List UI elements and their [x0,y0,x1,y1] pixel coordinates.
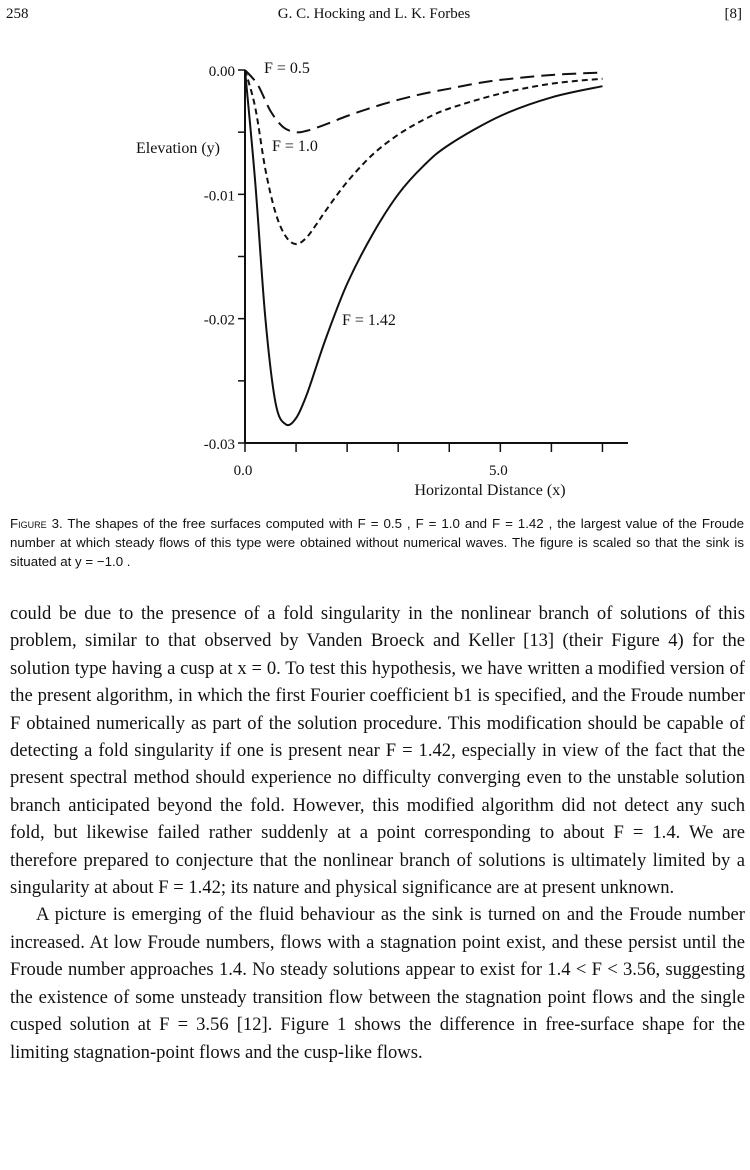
paragraph-1: could be due to the presence of a fold singularity in the nonlinear branch of solutions of this problem, similar to that observed by Vanden Broeck and Keller [13] (their Figure 4) for the solution type having a cusp at x = 0. To test this hypothesis, we have written a modified version of the present algorithm, in which the first Fourier coefficient b1 is specified, and the Froude number F obtained numerically as part of the solution procedure. This modification should be capable of detecting a fold singularity if one is present near F = 1.42, especially in view of the fact that the present spectral method should experience no difficulty converging even to the unstable solution branch anticipated beyond the fold. However, this modified algorithm did not detect any such fold, but likewise failed rather suddenly at a point corresponding to about F = 1.4. We are therefore prepared to conjecture that the nonlinear branch of solutions is ultimately limited by a singularity at about F = 1.42; its nature and physical significance are at present unknown. [10,603,745,899]
annotation-f-0-5: F = 0.5 [264,60,310,77]
chart-axes [238,70,628,452]
section-number: [8] [724,6,742,22]
body-text [10,600,745,1066]
page-number: 258 [6,6,29,22]
paragraph-2: A picture is emerging of the fluid behaviour as the sink is turned on and the Froude number increased. At low Froude numbers, flows with a stagnation point exist, and these persist until the Froude number approaches 1.4. No steady solutions appear to exist for 1.4 < F < 3.56, suggesting the existence of some unsteady transition flow between the stagnation point flows and the single cusped solution at F = 3.56 [12]. Figure 1 shows the difference in free-surface shape for the limiting stagnation-point flows and the cusp-like flows. [10,904,745,1063]
caption-label: Figure 3. [10,516,63,531]
y-tick-label: -0.02 [203,312,235,329]
series-curve-10 [245,70,603,244]
figure-caption [10,514,744,571]
x-tick-label: 0.0 [233,463,253,479]
series-curve-142 [245,70,603,425]
page-header [6,6,742,26]
chart-series [245,70,603,425]
caption-text: The shapes of the free surfaces computed with F = 0.5 , F = 1.0 and F = 1.42 , the largest value of the Froude number at which steady flows of this type were obtained without numerical waves. The figure is scaled so that the sink is situated at y = −1.0 . [10,516,744,569]
y-tick-label: -0.01 [203,188,235,205]
running-title: G. C. Hocking and L. K. Forbes [277,6,471,22]
y-tick-label: -0.03 [203,437,235,453]
figure-3-chart [0,40,750,505]
y-axis-title: Elevation (y) [136,140,220,157]
x-axis-title: Horizontal Distance (x) [414,482,566,499]
annotation-f-1-0: F = 1.0 [272,138,318,155]
y-tick-label: 0.00 [208,64,235,80]
chart-labels [136,60,566,499]
series-curve-05 [245,70,603,132]
x-tick-label: 5.0 [488,463,508,479]
annotation-f-1-42: F = 1.42 [342,312,396,329]
